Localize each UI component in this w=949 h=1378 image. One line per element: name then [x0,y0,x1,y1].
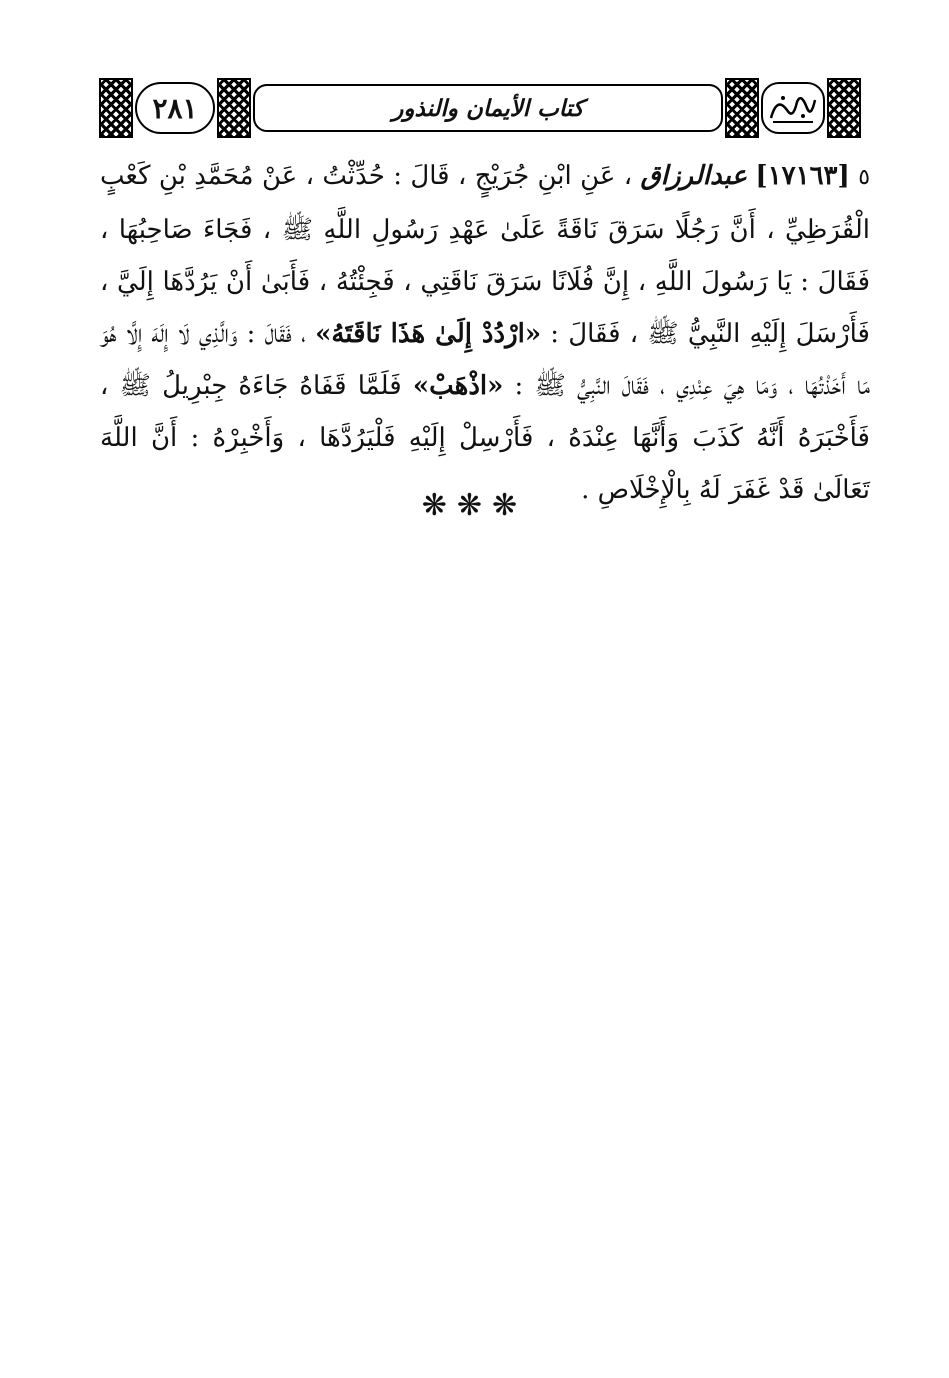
hadith-quote-2: «اذْهَبْ» [412,371,504,401]
hadith-number: [١٧١٦٣] [755,161,850,191]
hadith-marker: ٥ [858,165,871,190]
ornament-right-inner [725,78,759,138]
ornament-left-outer [99,78,133,138]
hadith-quote-1: «ارْدُدْ إِلَىٰ هَذَا نَاقَتَهُ» [315,319,542,349]
page-header [99,74,863,142]
book-logo [761,82,825,134]
hadith-author: عبدالرزاق [640,161,747,191]
calligraphy-logo-icon [767,88,819,128]
hadith-text-part-3: فَلَمَّا قَفَاهُ جَاءَهُ جِبْرِيلُ ﷺ ، فَأَخْبَرَهُ أَنَّهُ كَذَبَ وَأَنَّهَا عِنْدَهُ ، فَأَرْسِلْ إِلَيْهِ فَلْيَرُدَّهَا ، وَأَخْبِرْهُ : أَنَّ اللَّهَ تَعَالَىٰ قَدْ غَفَرَ لَهُ بِالْإِخْلَاصِ . [100,371,870,505]
page-number: ٢٨١ [135,82,215,134]
ornament-right-outer [827,78,861,138]
hadith-text-part-1: ، عَنِ ابْنِ جُرَيْجٍ ، قَالَ : حُدِّثْتُ ، عَنْ مُحَمَّدِ بْنِ كَعْبٍ الْقُرَظِيِّ ، أَنَّ رَجُلًا سَرَقَ نَاقَةً عَلَىٰ عَهْدِ رَسُولِ اللَّهِ ﷺ ، فَجَاءَ صَاحِبُهَا ، فَقَالَ : يَا رَسُولَ اللَّهِ ، إِنَّ فُلَانًا سَرَقَ نَاقَتِي ، فَجِئْتُهُ ، فَأَبَىٰ أَنْ يَرُدَّهَا إِلَيَّ ، فَأَرْسَلَ إِلَيْهِ النَّبِيُّ ﷺ ، فَقَالَ : [100,161,870,349]
hadith-text-part-2: ، فَقَالَ : وَالَّذِي لَا إِلَهَ إِلَّا هُوَ مَا أَخَذْتُهَا ، وَمَا هِيَ عِنْدِي ، فَقَالَ النَّبِيُّ ﷺ : [100,319,871,401]
ornament-left-inner [217,78,251,138]
section-separator: ❋❋❋ [421,488,528,523]
hadith-text [100,150,870,516]
book-title: كتاب الأيمان والنذور [253,84,723,132]
